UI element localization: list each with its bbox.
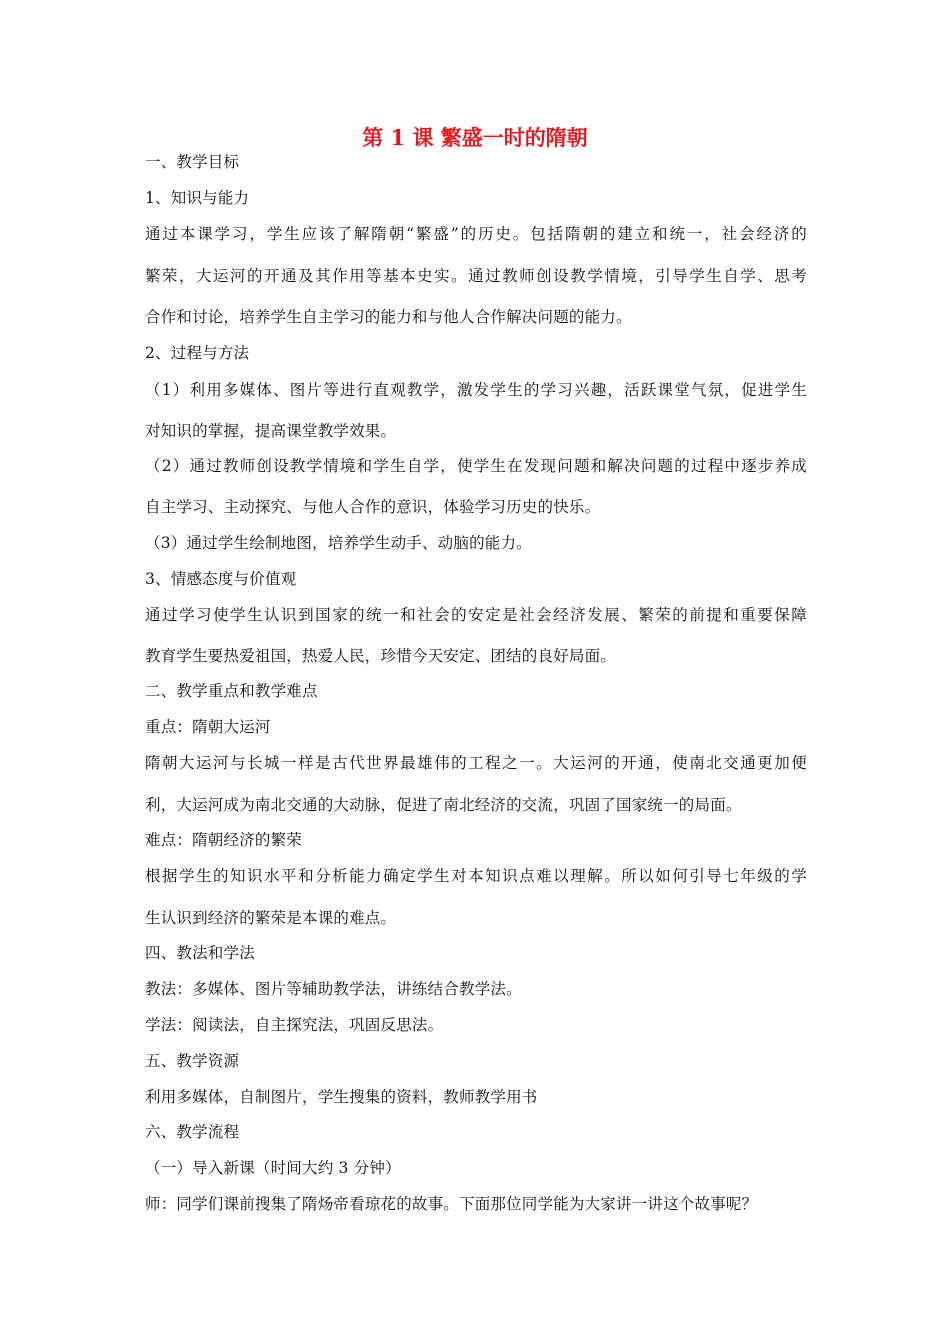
paragraph-line: 根据学生的知识水平和分析能力确定学生对本知识点难以理解。所以如何引导七年级的学 (145, 867, 807, 885)
heading-process-flow: 六、教学流程 (145, 1123, 240, 1141)
paragraph-line: 繁荣，大运河的开通及其作用等基本史实。通过教师创设教学情境，引导学生自学、思考 (145, 267, 807, 285)
subheading-difficulty: 难点：隋朝经济的繁荣 (145, 831, 303, 849)
subheading-intro: （一）导入新课（时间大约 3 分钟） (145, 1159, 401, 1177)
paragraph-line: 学法：阅读法，自主探究法，巩固反思法。 (145, 1016, 444, 1034)
paragraph-line: 自主学习、主动探究、与他人合作的意识，体验学习历史的快乐。 (145, 498, 601, 516)
paragraph-line: 通过本课学习，学生应该了解隋朝“繁盛”的历史。包括隋朝的建立和统一，社会经济的 (145, 225, 807, 243)
subheading-process: 2、过程与方法 (145, 344, 250, 362)
paragraph-line: 隋朝大运河与长城一样是古代世界最雄伟的工程之一。大运河的开通，使南北交通更加便 (145, 754, 807, 772)
paragraph-line: 教法：多媒体、图片等辅助教学法，讲练结合教学法。 (145, 980, 522, 998)
paragraph-line: 利用多媒体，自制图片，学生搜集的资料，教师教学用书 (145, 1088, 538, 1106)
heading-objectives: 一、教学目标 (145, 153, 240, 171)
paragraph-line: 教育学生要热爱祖国，热爱人民，珍惜今天安定、团结的良好局面。 (145, 647, 617, 665)
paragraph-line: （1）利用多媒体、图片等进行直观教学，激发学生的学习兴趣，活跃课堂气氛，促进学生 (145, 381, 807, 399)
subheading-key-point: 重点：隋朝大运河 (145, 718, 271, 736)
paragraph-line: 对知识的掌握，提高课堂教学效果。 (145, 422, 397, 440)
paragraph-line: 师：同学们课前搜集了隋炀帝看琼花的故事。下面那位同学能为大家讲一讲这个故事呢？ (145, 1195, 758, 1213)
heading-key-points: 二、教学重点和教学难点 (145, 682, 318, 700)
paragraph-line: 生认识到经济的繁荣是本课的难点。 (145, 909, 397, 927)
subheading-knowledge: 1、知识与能力 (145, 189, 250, 207)
paragraph-line: （3）通过学生绘制地图，培养学生动手、动脑的能力。 (145, 534, 532, 552)
heading-methods: 四、教法和学法 (145, 944, 255, 962)
document-title: 第 1 课 繁盛一时的隋朝 (362, 125, 588, 150)
paragraph-line: 合作和讨论，培养学生自主学习的能力和与他人合作解决问题的能力。 (145, 308, 632, 326)
subheading-emotion: 3、情感态度与价值观 (145, 570, 297, 588)
paragraph-line: 通过学习使学生认识到国家的统一和社会的安定是社会经济发展、繁荣的前提和重要保障 (145, 606, 807, 624)
paragraph-line: 利，大运河成为南北交通的大动脉，促进了南北经济的交流，巩固了国家统一的局面。 (145, 796, 742, 814)
paragraph-line: （2）通过教师创设教学情境和学生自学，使学生在发现问题和解决问题的过程中逐步养成 (145, 457, 807, 475)
heading-resources: 五、教学资源 (145, 1052, 240, 1070)
